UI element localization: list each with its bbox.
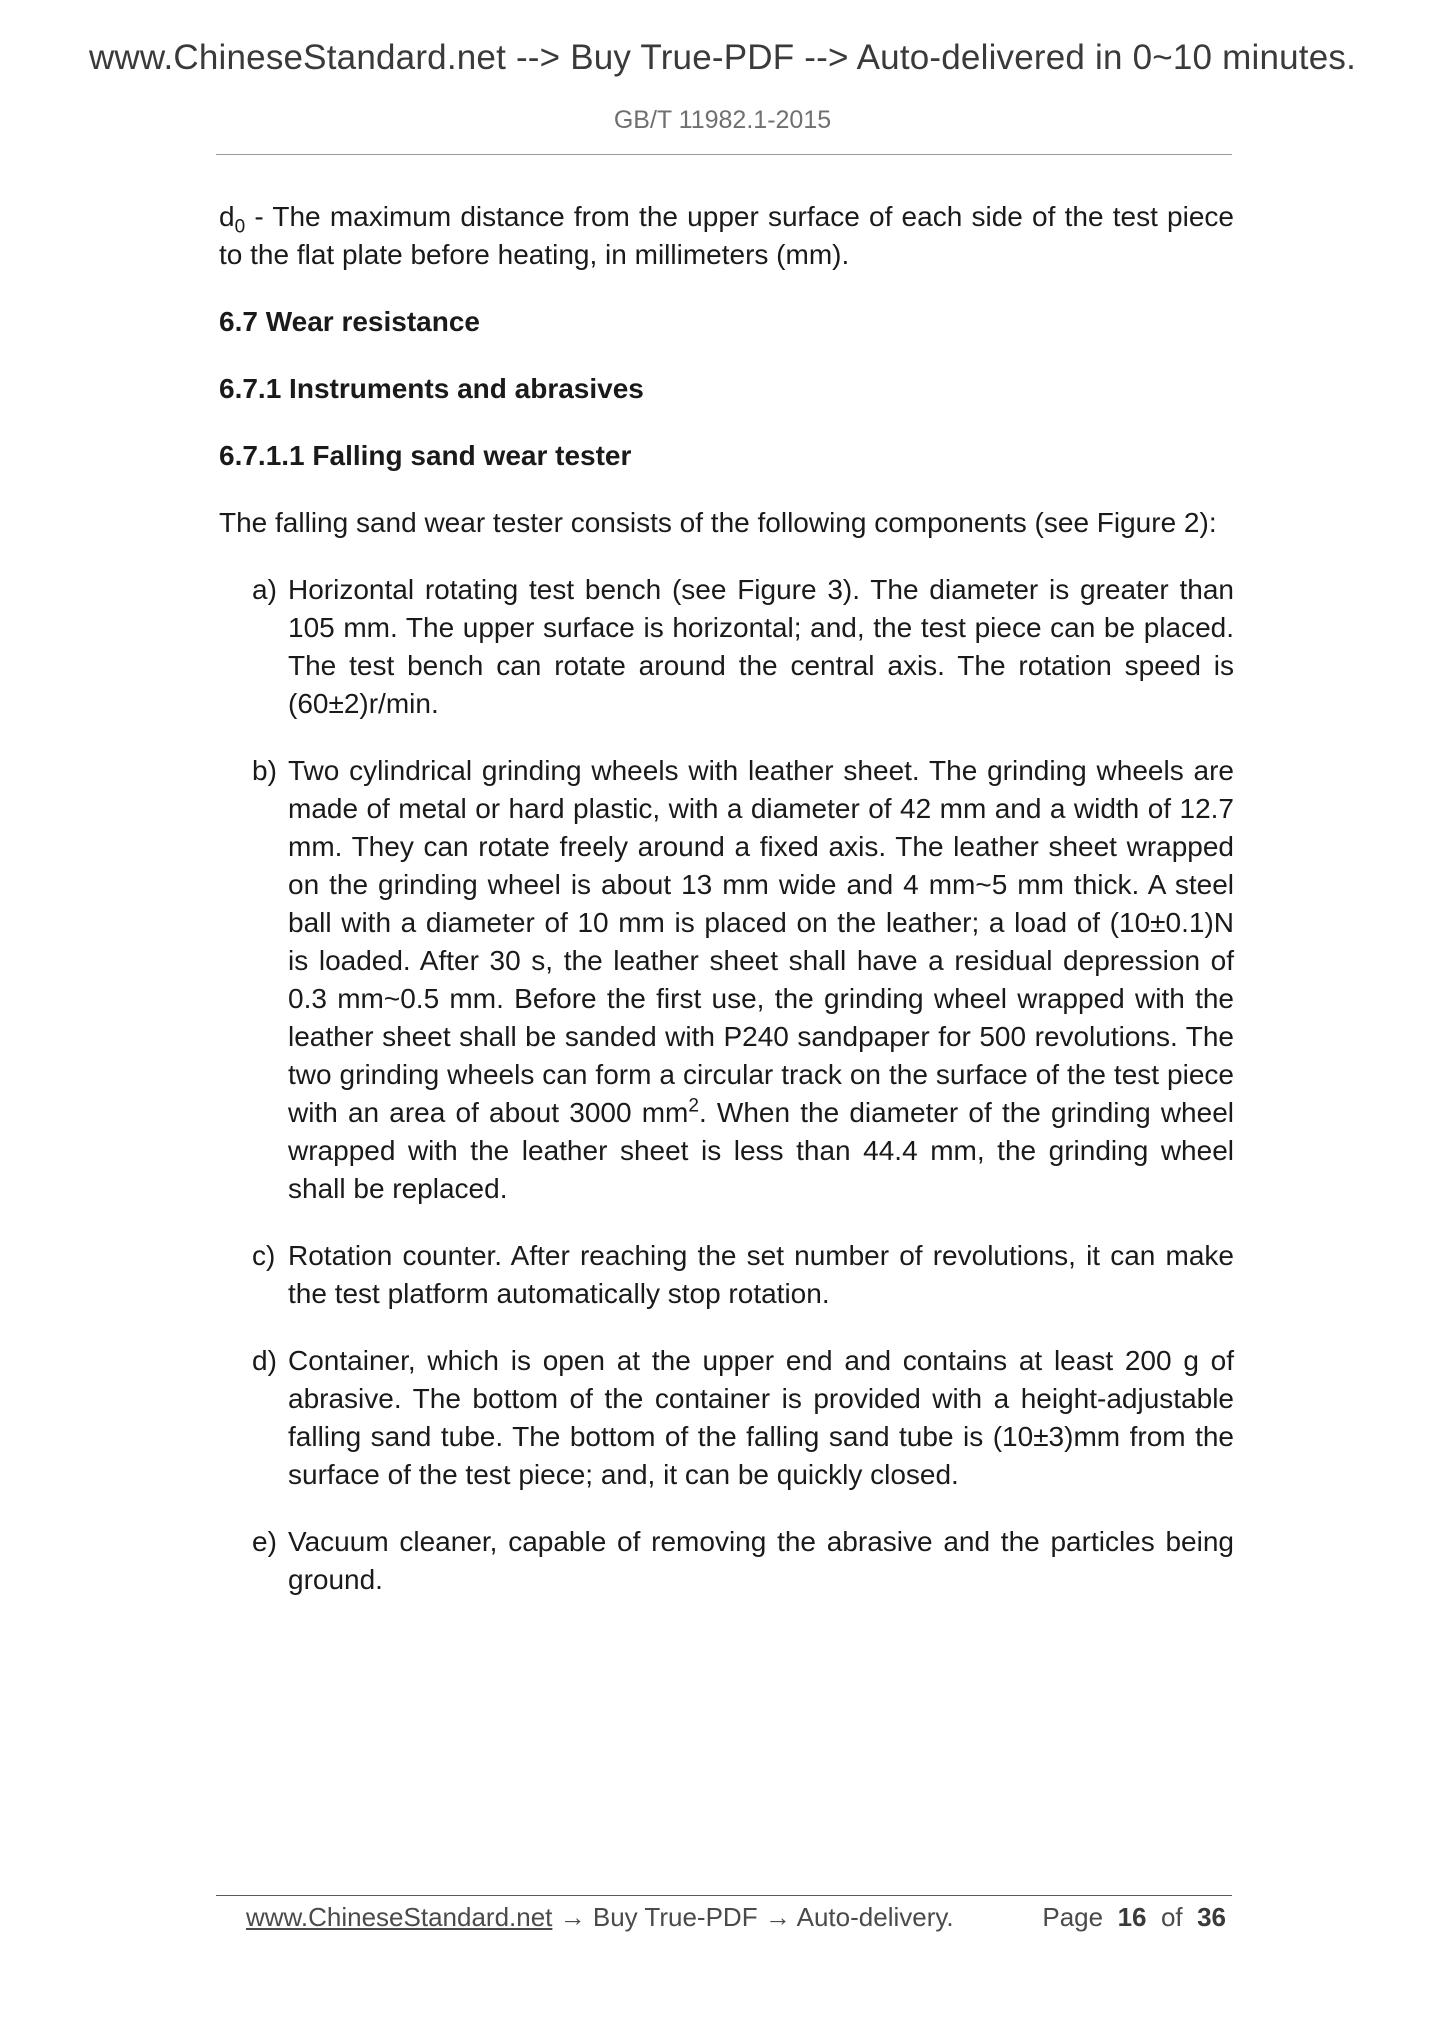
list-marker: a) [252, 574, 277, 605]
footer-site-link[interactable]: www.ChineseStandard.net [246, 1902, 553, 1932]
superscript: 2 [688, 1095, 699, 1117]
list-item-b [219, 752, 1234, 1208]
list-item-text: Vacuum cleaner, capable of removing the abrasive and the particles being ground. [288, 1526, 1234, 1595]
heading-6-7-1-1: 6.7.1.1 Falling sand wear tester [219, 440, 632, 471]
d0-symbol: d [219, 201, 235, 232]
intro-paragraph: The falling sand wear tester consists of the following components (see Figure 2): [219, 507, 1217, 538]
footer-divider [216, 1895, 1232, 1896]
total-pages: 36 [1197, 1902, 1226, 1932]
top-banner: www.ChineseStandard.net --> Buy True-PDF --> Auto-delivered in 0~10 minutes. [88, 38, 1357, 77]
list-item-d [219, 1342, 1234, 1494]
document-body [219, 198, 1234, 1628]
list-item-text-continued: . When the diameter of the grinding wheel wrapped with the leather sheet is less than 44.4 mm, the grinding wheel shall be replaced. [288, 1097, 1234, 1204]
list-item-text: Horizontal rotating test bench (see Figure 3). The diameter is greater than 105 mm. The upper surface is horizontal; and, the test piece can be placed. The test bench can rotate around the central axis. The rotation speed is (60±2)r/min. [288, 574, 1234, 719]
standard-code: GB/T 11982.1-2015 [613, 106, 832, 134]
header-divider [216, 154, 1232, 155]
list-marker: e) [252, 1526, 277, 1557]
list-marker: c) [252, 1240, 276, 1271]
list-item-a [219, 571, 1234, 723]
footer-left [246, 1899, 954, 1935]
list-item-text: Container, which is open at the upper end and contains at least 200 g of abrasive. The bottom of the container is provided with a height-adjustable falling sand tube. The bottom of the falling sand tube is (10±3)mm from the surface of the test piece; and, it can be quickly closed. [288, 1345, 1234, 1490]
list-marker: d) [252, 1345, 277, 1376]
list-item-c [219, 1237, 1234, 1313]
page-number: 16 [1117, 1902, 1147, 1932]
arrow-right-icon: → [764, 1902, 791, 1932]
d0-subscript: 0 [234, 216, 246, 238]
footer [246, 1899, 1232, 1939]
list-marker: b) [252, 755, 277, 786]
heading-6-7: 6.7 Wear resistance [219, 306, 480, 337]
list-item-e [219, 1523, 1234, 1599]
arrow-right-icon: → [559, 1902, 586, 1932]
list-item-text: Two cylindrical grinding wheels with leather sheet. The grinding wheels are made of metal or hard plastic, with a diameter of 42 mm and a width of 12.7 mm. They can rotate freely around a fixed axis. The leather sheet wrapped on the grinding wheel is about 13 mm wide and 4 mm~5 mm thick. A steel ball with a diameter of 10 mm is placed on the leather; a load of (10±0.1)N is loaded. After 30 s, the leather sheet shall have a residual depression of 0.3 mm~0.5 mm. Before the first use, the grinding wheel wrapped with the leather sheet shall be sanded with P240 sandpaper for 500 revolutions. The two grinding wheels can form a circular track on the surface of the test piece with an area of about 3000 mm [288, 755, 1234, 1128]
page-indicator [1042, 1899, 1232, 1935]
footer-buy-text: Buy True-PDF [592, 1902, 758, 1932]
list-item-text: Rotation counter. After reaching the set number of revolutions, it can make the test platform automatically stop rotation. [288, 1240, 1234, 1309]
d0-definition [219, 198, 1234, 274]
footer-auto-text: Auto-delivery. [796, 1902, 954, 1932]
page-label: Page [1042, 1902, 1104, 1932]
heading-6-7-1: 6.7.1 Instruments and abrasives [219, 373, 644, 404]
of-label: of [1160, 1902, 1183, 1932]
d0-definition-text: - The maximum distance from the upper surface of each side of the test piece to the flat plate before heating, in millimeters (mm). [219, 201, 1234, 270]
